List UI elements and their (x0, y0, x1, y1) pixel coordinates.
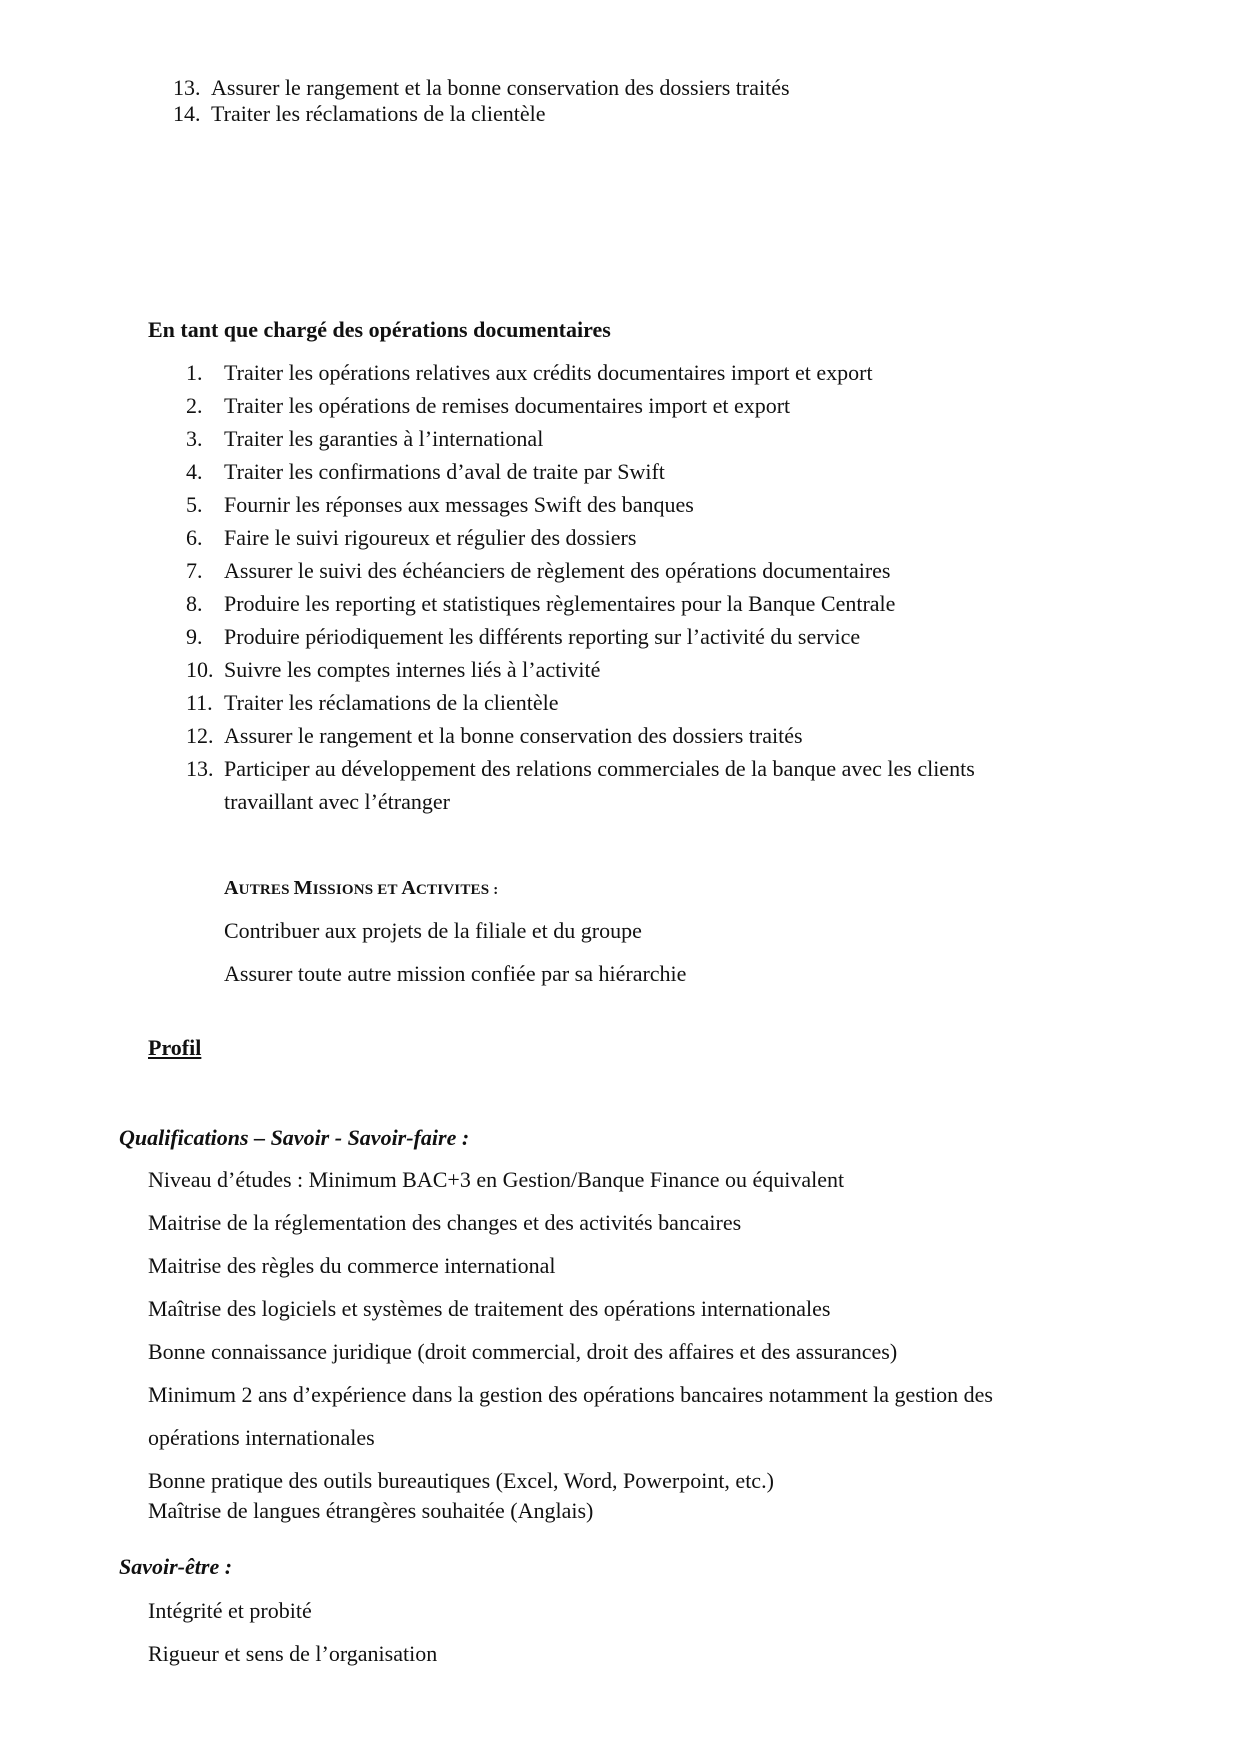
list-item-text: Participer au développement des relations commerciales de la banque avec les clients (224, 756, 975, 781)
qualification-line: Maîtrise des logiciels et systèmes de traitement des opérations internationales (148, 1296, 831, 1321)
other-mission-line: Contribuer aux projets de la filiale et du groupe (224, 918, 642, 943)
list-number: 7. (186, 558, 203, 583)
list-item-text: Assurer le suivi des échéanciers de règlement des opérations documentaires (224, 558, 891, 583)
other-missions-heading: AUTRES MISSIONS ET ACTIVITES : (224, 877, 499, 899)
list-number: 13. (173, 75, 201, 100)
list-number: 13. (186, 756, 214, 781)
list-number: 11. (186, 690, 213, 715)
qualification-line: Bonne pratique des outils bureautiques (Excel, Word, Powerpoint, etc.) (148, 1468, 774, 1493)
list-number: 10. (186, 657, 214, 682)
list-item-text: Assurer le rangement et la bonne conservation des dossiers traités (211, 75, 790, 100)
other-mission-line: Assurer toute autre mission confiée par sa hiérarchie (224, 961, 687, 986)
list-number: 2. (186, 393, 203, 418)
profil-heading: Profil (148, 1035, 202, 1060)
list-item-text: Fournir les réponses aux messages Swift des banques (224, 492, 694, 517)
list-item-text: Assurer le rangement et la bonne conservation des dossiers traités (224, 723, 803, 748)
qualification-line: Maitrise des règles du commerce international (148, 1253, 556, 1278)
qualifications-heading: Qualifications – Savoir - Savoir-faire : (119, 1125, 470, 1150)
list-item-text: Suivre les comptes internes liés à l’activité (224, 657, 601, 682)
list-item-text: Traiter les opérations relatives aux crédits documentaires import et export (224, 360, 873, 385)
list-number: 5. (186, 492, 203, 517)
list-number: 14. (173, 101, 201, 126)
list-number: 3. (186, 426, 203, 451)
list-item-text: Traiter les opérations de remises documentaires import et export (224, 393, 791, 418)
savoir-etre-line: Intégrité et probité (148, 1598, 312, 1623)
qualification-line: Minimum 2 ans d’expérience dans la gestion des opérations bancaires notamment la gestion des (148, 1382, 993, 1407)
list-item-text-continued: travaillant avec l’étranger (224, 789, 450, 814)
section-heading: En tant que chargé des opérations documentaires (148, 317, 611, 342)
list-item-text: Faire le suivi rigoureux et régulier des dossiers (224, 525, 637, 550)
list-item-text: Traiter les garanties à l’international (224, 426, 544, 451)
list-number: 8. (186, 591, 203, 616)
list-item-text: Traiter les réclamations de la clientèle (224, 690, 559, 715)
list-number: 1. (186, 360, 203, 385)
list-item-text: Traiter les confirmations d’aval de traite par Swift (224, 459, 665, 484)
qualification-line: opérations internationales (148, 1425, 375, 1450)
qualification-line: Maitrise de la réglementation des changes et des activités bancaires (148, 1210, 742, 1235)
list-item-text: Produire périodiquement les différents reporting sur l’activité du service (224, 624, 861, 649)
qualification-line: Bonne connaissance juridique (droit commercial, droit des affaires et des assurances) (148, 1339, 898, 1364)
list-number: 4. (186, 459, 203, 484)
list-number: 12. (186, 723, 214, 748)
qualification-line: Maîtrise de langues étrangères souhaitée (Anglais) (148, 1498, 594, 1523)
list-number: 6. (186, 525, 203, 550)
savoir-etre-line: Rigueur et sens de l’organisation (148, 1641, 438, 1666)
qualification-line: Niveau d’études : Minimum BAC+3 en Gestion/Banque Finance ou équivalent (148, 1167, 845, 1192)
list-item-text: Traiter les réclamations de la clientèle (211, 101, 546, 126)
list-item-text: Produire les reporting et statistiques règlementaires pour la Banque Centrale (224, 591, 896, 616)
savoir-etre-heading: Savoir-être : (119, 1554, 233, 1579)
list-number: 9. (186, 624, 203, 649)
